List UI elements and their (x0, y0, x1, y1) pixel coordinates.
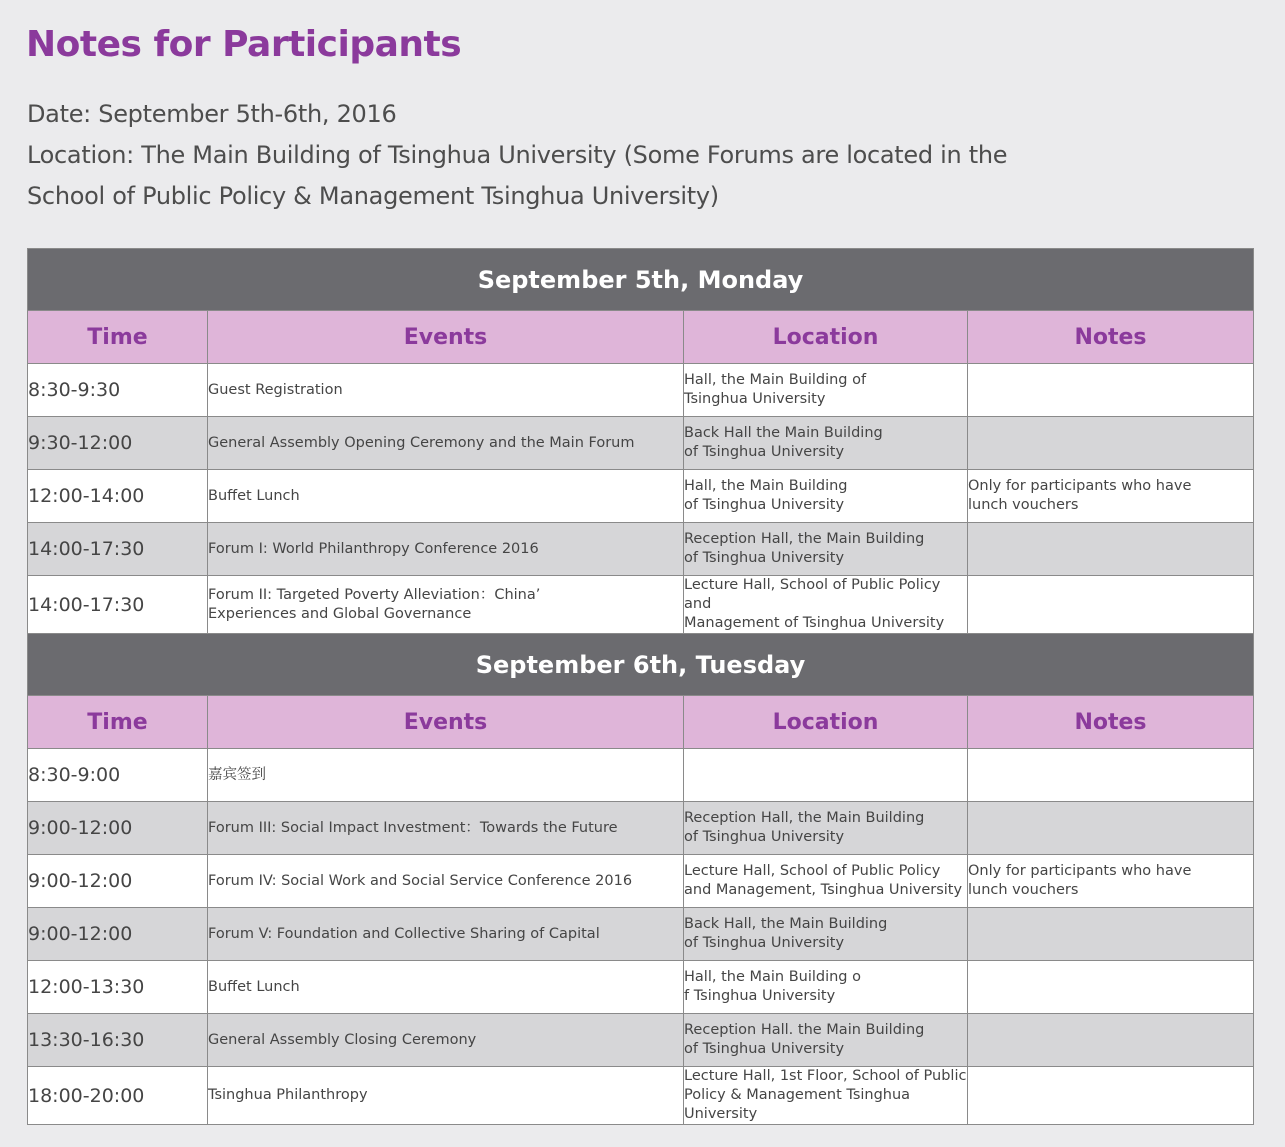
schedule-table (27, 248, 1254, 1125)
column-header-events: Events (208, 311, 684, 364)
notes-cell (968, 470, 1254, 523)
event-cell-text: Forum III: Social Impact Investment：Towards the Future (208, 819, 618, 836)
time-cell-text: 14:00-17:30 (28, 593, 145, 616)
location-cell (684, 749, 968, 802)
time-cell-text: 8:30-9:30 (28, 379, 121, 401)
time-cell (28, 1067, 208, 1125)
event-info (27, 94, 1007, 217)
event-cell-text: 嘉宾签到 (208, 766, 266, 783)
time-cell (28, 470, 208, 523)
table-row (28, 1067, 1254, 1125)
event-cell-text: General Assembly Closing Ceremony (208, 1031, 477, 1048)
table-row (28, 1014, 1254, 1067)
table-row (28, 417, 1254, 470)
location-cell (684, 576, 968, 634)
time-cell-text: 9:00-12:00 (28, 817, 133, 839)
time-cell (28, 908, 208, 961)
location-cell (684, 364, 968, 417)
column-header-row (28, 696, 1254, 749)
event-cell-text: Tsinghua Philanthropy (208, 1087, 368, 1103)
location-cell-text: Reception Hall. the Main Building of Tsinghua University (684, 1022, 925, 1057)
location-cell-text: Hall, the Main Building o f Tsinghua University (684, 969, 861, 1004)
table-row (28, 470, 1254, 523)
location-cell-text: Hall, the Main Building of Tsinghua University (684, 372, 867, 407)
table-row (28, 961, 1254, 1014)
time-cell-text: 9:00-12:00 (28, 923, 133, 945)
time-cell-text: 8:30-9:00 (28, 764, 121, 786)
notes-cell (968, 417, 1254, 470)
notes-cell-text: Only for participants who have lunch vouchers (968, 863, 1192, 898)
event-cell (208, 1014, 684, 1067)
time-cell-text: 18:00-20:00 (28, 1084, 145, 1107)
column-header-location: Location (684, 311, 968, 364)
column-header-time: Time (28, 696, 208, 749)
event-cell-text: Buffet Lunch (208, 978, 300, 995)
column-header-time: Time (28, 311, 208, 364)
location-cell-text: Lecture Hall, School of Public Policy and Management, Tsinghua University (684, 863, 963, 898)
event-cell (208, 470, 684, 523)
schedule-body (28, 249, 1254, 1125)
location-cell (684, 855, 968, 908)
time-cell (28, 802, 208, 855)
event-cell (208, 855, 684, 908)
page-title: Notes for Participants (26, 24, 462, 65)
table-row (28, 749, 1254, 802)
day-heading: September 5th, Monday (28, 249, 1254, 311)
column-header-notes: Notes (968, 311, 1254, 364)
location-cell-text: Back Hall, the Main Building of Tsinghua University (684, 916, 888, 951)
notes-cell (968, 523, 1254, 576)
table-row (28, 802, 1254, 855)
event-cell-text: Forum V: Foundation and Collective Sharing of Capital (208, 925, 600, 942)
day-heading: September 6th, Tuesday (28, 634, 1254, 696)
time-cell-text: 12:00-14:00 (28, 485, 145, 507)
location-cell (684, 1014, 968, 1067)
time-cell-text: 14:00-17:30 (28, 538, 145, 560)
event-cell-text: Guest Registration (208, 381, 343, 398)
notes-cell (968, 1014, 1254, 1067)
column-header-notes: Notes (968, 696, 1254, 749)
event-cell (208, 908, 684, 961)
location-line-1: Location: The Main Building of Tsinghua University (Some Forums are located in the (27, 141, 1008, 169)
time-cell (28, 417, 208, 470)
event-cell-text: Forum IV: Social Work and Social Service Conference 2016 (208, 872, 633, 889)
location-cell (684, 802, 968, 855)
location-cell (684, 417, 968, 470)
event-cell (208, 523, 684, 576)
location-cell-text: Lecture Hall, School of Public Policy and Management of Tsinghua University (684, 577, 945, 631)
time-cell (28, 855, 208, 908)
time-cell-text: 9:00-12:00 (28, 870, 133, 892)
event-cell (208, 576, 684, 634)
location-cell-text: Hall, the Main Building of Tsinghua University (684, 478, 848, 513)
event-cell-text: General Assembly Opening Ceremony and the Main Forum (208, 434, 635, 451)
time-cell (28, 523, 208, 576)
notes-cell-text: Only for participants who have lunch vouchers (968, 478, 1192, 513)
notes-cell (968, 802, 1254, 855)
location-cell (684, 961, 968, 1014)
event-cell-text: Buffet Lunch (208, 487, 300, 504)
time-cell (28, 364, 208, 417)
table-row (28, 908, 1254, 961)
event-cell (208, 364, 684, 417)
time-cell-text: 13:30-16:30 (28, 1029, 145, 1051)
time-cell (28, 576, 208, 634)
table-row (28, 855, 1254, 908)
notes-cell (968, 364, 1254, 417)
column-header-location: Location (684, 696, 968, 749)
event-cell-text: Forum I: World Philanthropy Conference 2016 (208, 540, 539, 557)
event-cell (208, 961, 684, 1014)
column-header-row (28, 311, 1254, 364)
notes-cell (968, 961, 1254, 1014)
day-heading-row (28, 249, 1254, 311)
time-cell-text: 9:30-12:00 (28, 432, 133, 454)
time-cell (28, 961, 208, 1014)
location-cell (684, 523, 968, 576)
time-cell (28, 749, 208, 802)
location-cell-text: Lecture Hall, 1st Floor, School of Public Policy & Management Tsinghua University (684, 1068, 967, 1122)
event-cell (208, 1067, 684, 1125)
location-cell-text: Reception Hall, the Main Building of Tsinghua University (684, 531, 925, 566)
event-cell (208, 802, 684, 855)
location-cell (684, 470, 968, 523)
location-cell (684, 908, 968, 961)
location-line-2: School of Public Policy & Management Tsinghua University) (27, 182, 719, 210)
day-heading-row (28, 634, 1254, 696)
event-cell (208, 749, 684, 802)
table-row (28, 576, 1254, 634)
column-header-events: Events (208, 696, 684, 749)
notes-cell (968, 576, 1254, 634)
location-cell-text: Reception Hall, the Main Building of Tsinghua University (684, 810, 925, 845)
time-cell-text: 12:00-13:30 (28, 976, 145, 998)
time-cell (28, 1014, 208, 1067)
event-cell-text: Forum II: Targeted Poverty Alleviation：China’ Experiences and Global Governance (208, 586, 541, 622)
notes-cell (968, 908, 1254, 961)
notes-cell (968, 1067, 1254, 1125)
location-cell (684, 1067, 968, 1125)
notes-cell (968, 855, 1254, 908)
table-row (28, 364, 1254, 417)
table-row (28, 523, 1254, 576)
event-cell (208, 417, 684, 470)
notes-cell (968, 749, 1254, 802)
date-line: Date: September 5th-6th, 2016 (27, 100, 397, 128)
location-cell-text: Back Hall the Main Building of Tsinghua University (684, 425, 883, 460)
